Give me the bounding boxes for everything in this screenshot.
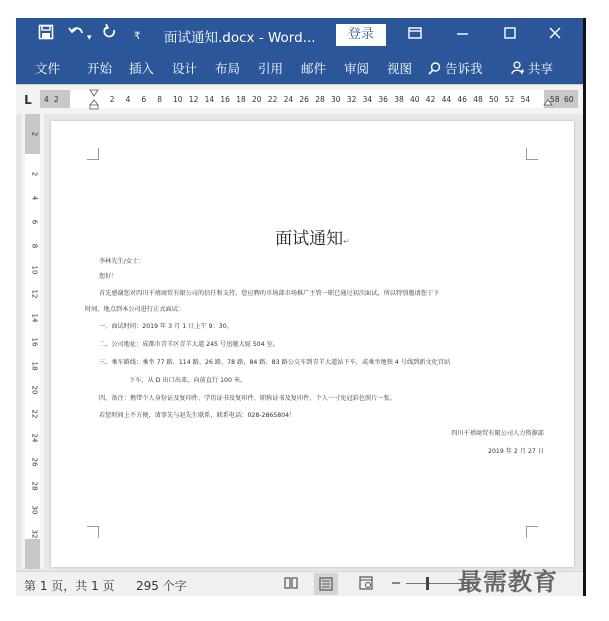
vertical-ruler-label: 6 [30, 219, 39, 225]
ruler-label: 58 [550, 95, 560, 104]
ruler-label: 2 [54, 95, 59, 104]
tab-mailings[interactable]: 邮件 [301, 61, 327, 76]
doc-line-date: 2019 年 2 月 27 日 [488, 448, 544, 455]
save-icon[interactable] [38, 24, 54, 46]
tell-me-label: 告诉我 [444, 61, 483, 76]
word-window [16, 18, 583, 596]
vertical-ruler-label: 16 [30, 337, 39, 347]
margin-corner-bottom-right [526, 526, 538, 538]
tab-insert[interactable]: 插入 [129, 61, 155, 76]
doc-line-body-1: 首先感谢您对四川千禧商贸有限公司的信任和支持。您应聘的市场部市场推广主管一职已通过初次面试，所以特别邀请您于下 [99, 290, 440, 297]
doc-line-greeting: 您好！ [99, 273, 118, 280]
page-count[interactable]: 第 1 页，共 1 页 [24, 579, 115, 593]
ruler-label: 36 [378, 95, 388, 104]
undo-icon[interactable] [68, 24, 86, 46]
tab-file[interactable]: 文件 [35, 61, 61, 76]
ruler-label: 44 [441, 95, 452, 104]
doc-line-item-3: 三、乘车路线：乘坐 77 路、114 路、26 路、78 路、84 路、83 路公交车到青羊大道站下车，或乘坐地铁 4 号线到新文化宫站 [99, 359, 451, 366]
ruler-label: 54 [520, 95, 531, 104]
login-button[interactable]: 登录 [336, 24, 386, 46]
vertical-ruler-label: 28 [30, 481, 39, 491]
tab-home[interactable]: 开始 [87, 61, 113, 76]
ruler-label: 40 [410, 95, 420, 104]
doc-line-contact: 若您时间上不方便，请事先与赵先生联系，联系电话：028-2865804！ [99, 412, 296, 419]
tab-review[interactable]: 审阅 [344, 61, 370, 76]
ruler-label: 2 [109, 95, 115, 104]
ruler-label: 34 [362, 95, 373, 104]
ruler-label: 8 [157, 95, 162, 104]
ruler-label: 20 [252, 95, 262, 104]
search-icon [428, 62, 441, 75]
doc-line-item-4: 四、备注：携带个人身份证及复印件、学历证书及复印件、职称证书及复印件、个人一寸免冠彩色照片一张。 [99, 395, 396, 402]
zoom-slider-thumb[interactable] [426, 577, 429, 590]
maximize-icon[interactable] [503, 24, 517, 46]
ruler-label: 18 [236, 95, 246, 104]
ruler-label: 38 [394, 95, 404, 104]
window-title: 面试通知.docx - Word... [164, 30, 316, 46]
doc-line-salutation: 李林先生/女士： [99, 258, 145, 265]
tab-selector[interactable]: L [24, 93, 32, 107]
margin-corner-top-right [526, 148, 538, 160]
vertical-ruler-label: 30 [30, 505, 39, 515]
vertical-ruler-label: 22 [30, 409, 39, 419]
tab-design[interactable]: 设计 [172, 61, 198, 76]
vertical-ruler-label: 24 [30, 433, 39, 443]
tab-view[interactable]: 视图 [387, 61, 413, 76]
ribbon-tabs [16, 52, 583, 84]
ruler-label: 26 [299, 95, 309, 104]
ruler-label: 14 [204, 95, 215, 104]
tell-me-search[interactable] [428, 59, 483, 77]
horizontal-ruler-row [16, 84, 583, 114]
ruler-label: 30 [331, 95, 341, 104]
title-bar [16, 18, 583, 52]
vertical-ruler-label: 20 [30, 385, 39, 395]
vertical-ruler-label: 18 [30, 361, 39, 371]
tab-references[interactable]: 引用 [258, 61, 284, 76]
undo-dropdown-icon[interactable]: ▾ [87, 33, 92, 43]
ruler-label: 16 [220, 95, 230, 104]
vertical-ruler-label: 4 [30, 195, 39, 201]
minimize-icon[interactable] [456, 24, 470, 46]
web-layout-icon[interactable] [359, 576, 373, 593]
vertical-ruler-label: 32 [30, 529, 39, 539]
vertical-ruler-label: 12 [30, 289, 39, 299]
share-button[interactable] [511, 59, 553, 77]
vertical-ruler-label: 26 [30, 457, 39, 467]
ruler-label: 28 [315, 95, 325, 104]
ruler-label: 60 [564, 95, 574, 104]
window-border [583, 18, 586, 596]
print-layout-icon[interactable] [314, 573, 338, 595]
ribbon-display-icon[interactable] [408, 24, 422, 46]
ruler-label: 22 [267, 95, 278, 104]
doc-line-item-2: 二、公司地址：成都市青羊区青羊大道 245 号迅驰大厦 504 室。 [99, 341, 279, 348]
watermark: 最需教育 [458, 568, 558, 596]
vertical-ruler-label: 10 [30, 265, 39, 275]
doc-line-item-3-cont: 下车，从 D 出口出来，向前直行 100 米。 [129, 377, 247, 384]
ruler-label: 4 [44, 95, 49, 104]
horizontal-ruler[interactable] [40, 87, 578, 113]
ruler-label: 46 [457, 95, 467, 104]
margin-corner-top-left [87, 148, 99, 160]
ruler-label: 6 [141, 95, 147, 104]
close-icon[interactable] [548, 24, 562, 46]
vertical-ruler-label: 14 [30, 313, 39, 323]
zoom-out-icon[interactable] [391, 576, 401, 593]
vertical-ruler-label: 2 [30, 131, 39, 137]
ruler-label: 50 [489, 95, 499, 104]
ruler-label: 48 [473, 95, 483, 104]
tab-layout[interactable]: 布局 [215, 61, 241, 76]
ruler-label: 52 [504, 95, 515, 104]
ruler-label: 12 [188, 95, 199, 104]
ruler-label: 32 [346, 95, 357, 104]
vertical-ruler-label: 2 [30, 171, 39, 177]
ruler-label: 42 [425, 95, 436, 104]
share-label: 共享 [527, 61, 553, 76]
vertical-ruler[interactable] [22, 114, 44, 569]
document-page[interactable] [51, 121, 574, 567]
doc-line-body-2: 时间、地点到本公司进行正式面试： [85, 306, 184, 313]
redo-icon[interactable] [102, 24, 118, 46]
vertical-ruler-label: 8 [30, 243, 39, 249]
customize-icon[interactable]: ₹ [134, 31, 141, 42]
document-title: 面试通知↵ [275, 229, 350, 249]
read-mode-icon[interactable] [284, 576, 298, 593]
margin-corner-bottom-left [87, 526, 99, 538]
person-icon [511, 61, 524, 75]
ruler-label: 24 [283, 95, 294, 104]
word-count[interactable]: 295 个字 [136, 579, 187, 593]
doc-line-signature: 四川千禧商贸有限公司人力资源部 [451, 430, 544, 437]
doc-line-item-1: 一、面试时间：2019 年 3 月 1 日上午 9：30。 [99, 323, 233, 330]
ruler-label: 4 [125, 95, 131, 104]
ruler-label: 10 [173, 95, 183, 104]
